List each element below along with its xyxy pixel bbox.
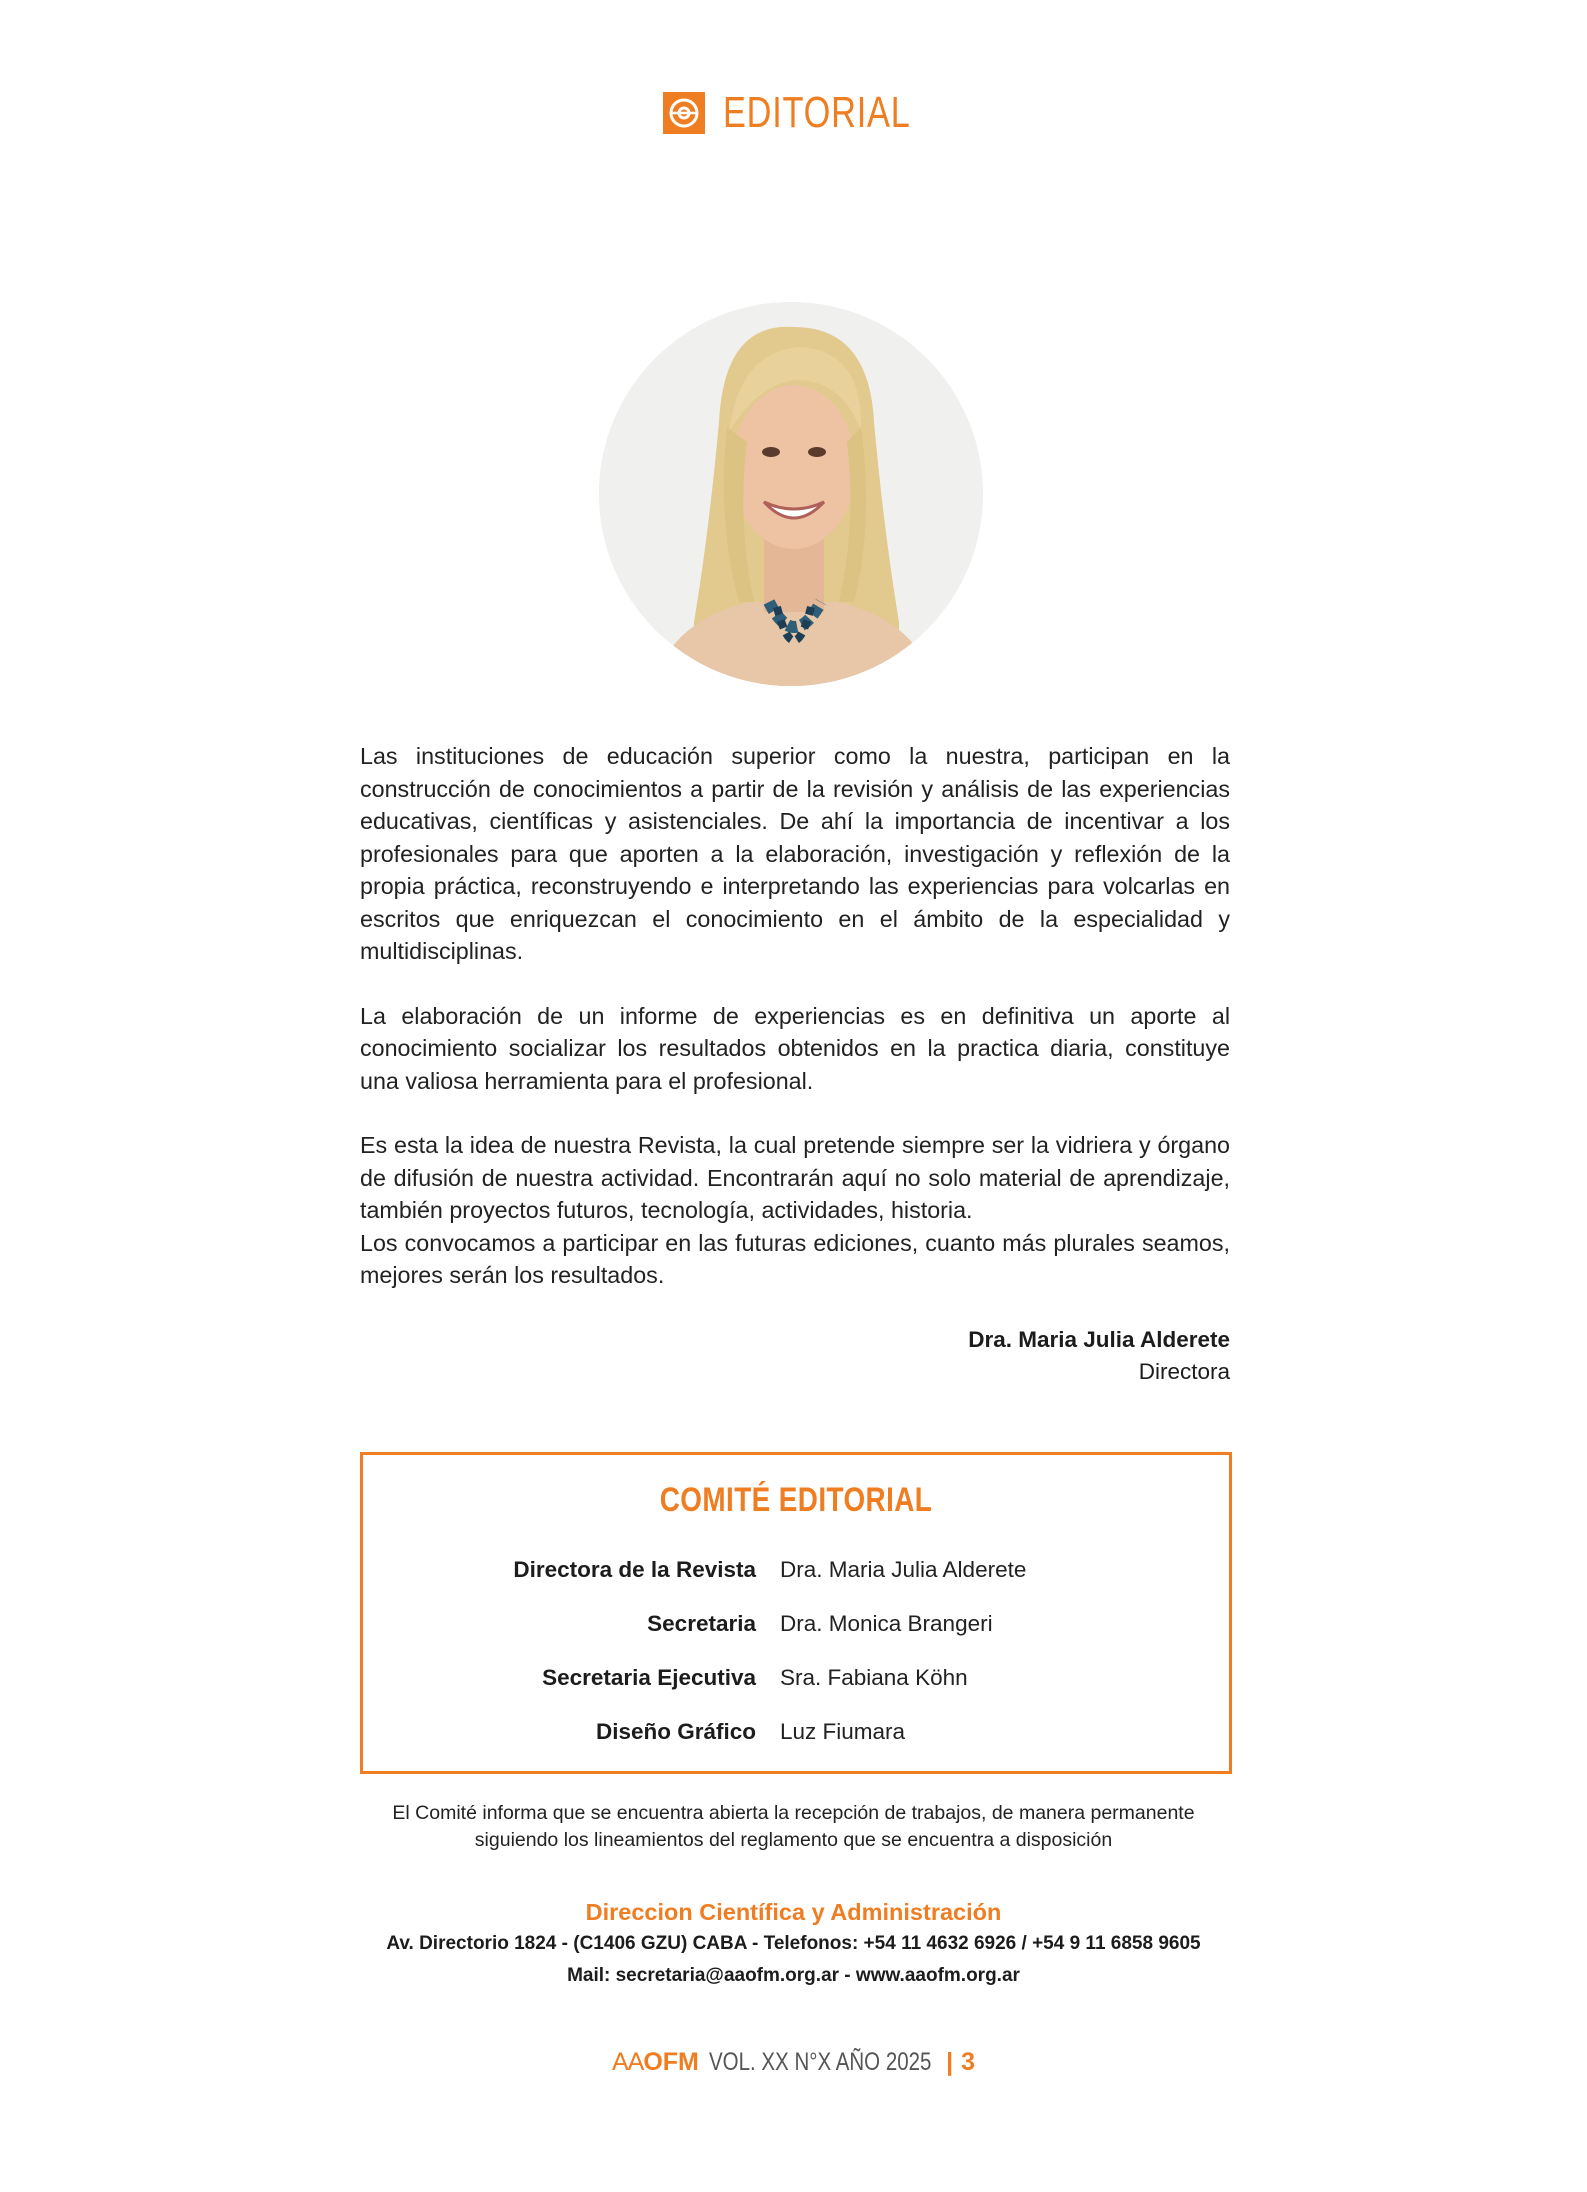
committee-person: Sra. Fabiana Köhn bbox=[780, 1665, 968, 1690]
notice-line-2: siguiendo los lineamientos del reglamento que se encuentra a disposición bbox=[474, 1829, 1113, 1851]
committee-person: Dra. Maria Julia Alderete bbox=[780, 1557, 1027, 1582]
committee-role: Diseño Gráfico bbox=[595, 1719, 756, 1744]
page-footer bbox=[0, 2048, 1587, 2077]
signature-role: Directora bbox=[1138, 1358, 1230, 1384]
portrait-photo bbox=[599, 302, 983, 686]
contact-heading: Direccion Científica y Administración bbox=[585, 1899, 1002, 1925]
brand-aa: AA bbox=[611, 2048, 644, 2076]
paragraph-2: La elaboración de un informe de experiencias es en definitiva un aporte al conocimiento socializar los resultados obtenidos en la practica diaria, constituye una valiosa herramienta para el profesional. bbox=[360, 1002, 1230, 1094]
brand-ofm: OFM bbox=[643, 2048, 699, 2076]
contact-mail: Mail: secretaria@aaofm.org.ar - www.aaofm.org.ar bbox=[567, 1965, 1020, 1986]
paragraph-1: Las instituciones de educación superior como la nuestra, participan en la construcción de conocimientos a partir de la revisión y análisis de las experiencias educativas, científicas y asistenciales. De ahí la importancia de incentivar a los profesionales para que aporten a la elaboración, investigación y reflexión de la propia práctica, reconstruyendo e interpretando las experiencias para volcarlas en escritos que enriquezcan el conocimiento en el ámbito de la especialidad y multidisciplinas. bbox=[360, 743, 1230, 964]
footer-separator: | bbox=[946, 2048, 954, 2076]
issue-info: VOL. XX N°X AÑO 2025 bbox=[708, 2048, 932, 2076]
paragraph-4: Los convocamos a participar en las futuras ediciones, cuanto más plurales seamos, mejores serán los resultados. bbox=[360, 1229, 1230, 1288]
page-header bbox=[0, 88, 1587, 138]
contact-block bbox=[0, 1896, 1587, 1992]
committee-row bbox=[363, 1705, 1229, 1759]
committee-title: COMITÉ EDITORIAL bbox=[659, 1481, 933, 1519]
committee-role: Secretaria bbox=[647, 1611, 756, 1636]
editorial-article bbox=[360, 740, 1230, 1388]
committee-role: Directora de la Revista bbox=[513, 1557, 756, 1582]
committee-row bbox=[363, 1651, 1229, 1705]
committee-list bbox=[363, 1543, 1229, 1759]
signature-name: Dra. Maria Julia Alderete bbox=[968, 1326, 1230, 1352]
page-number: 3 bbox=[961, 2048, 976, 2076]
submission-notice bbox=[0, 1800, 1587, 1854]
editorial-logo-icon bbox=[663, 92, 705, 134]
committee-row bbox=[363, 1543, 1229, 1597]
committee-row bbox=[363, 1597, 1229, 1651]
signature bbox=[360, 1324, 1230, 1388]
committee-role: Secretaria Ejecutiva bbox=[542, 1665, 756, 1690]
editorial-committee-box bbox=[360, 1452, 1232, 1774]
notice-line-1: El Comité informa que se encuentra abierta la recepción de trabajos, de manera permanente bbox=[392, 1802, 1195, 1824]
contact-address: Av. Directorio 1824 - (C1406 GZU) CABA - Telefonos: +54 11 4632 6926 / +54 9 11 6858 9605 bbox=[386, 1933, 1201, 1954]
section-title: EDITORIAL bbox=[723, 88, 911, 137]
committee-person: Dra. Monica Brangeri bbox=[780, 1611, 993, 1636]
paragraph-3: Es esta la idea de nuestra Revista, la cual pretende siempre ser la vidriera y órgano de difusión de nuestra actividad. Encontrarán aquí no solo material de aprendizaje, también proyectos futuros, tecnología, actividades, historia. bbox=[360, 1132, 1230, 1223]
committee-person: Luz Fiumara bbox=[780, 1719, 906, 1744]
